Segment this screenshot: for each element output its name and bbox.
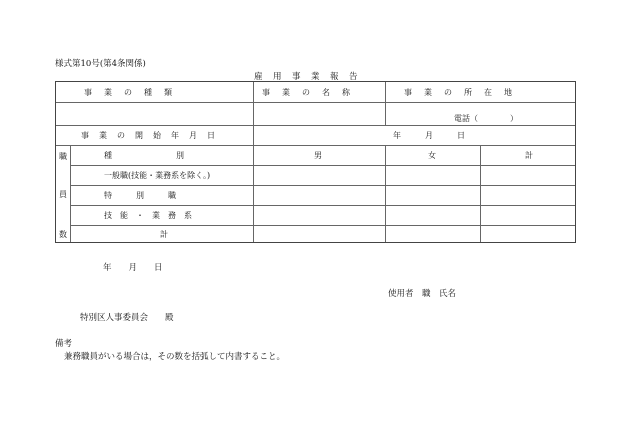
row-general-staff: 一般職(技能・業務系を除く。) xyxy=(104,171,211,180)
row-divider xyxy=(70,185,575,186)
notes-heading: 備考 xyxy=(55,339,73,349)
col-total: 計 xyxy=(525,151,533,160)
staff-label-1: 職 xyxy=(59,152,67,161)
addressee: 特別区人事委員会 殿 xyxy=(80,313,174,323)
employer-label: 使用者 職 氏名 xyxy=(388,289,457,299)
date-line: 年 月 日 xyxy=(103,263,163,273)
staff-label-2: 員 xyxy=(59,190,67,199)
row-special-staff: 特 別 職 xyxy=(104,191,176,200)
row-technical-staff: 技 能 ・ 業 務 系 xyxy=(104,211,192,220)
column-divider xyxy=(385,145,386,242)
row-total: 計 xyxy=(160,230,168,239)
document-title: 雇 用 事 業 報 告 xyxy=(254,72,359,82)
col-male: 男 xyxy=(314,151,322,160)
start-date-label: 事 業 の 開 始 年 月 日 xyxy=(81,131,216,140)
row-divider xyxy=(56,102,575,103)
row-divider xyxy=(56,145,575,146)
col-category: 種 別 xyxy=(104,151,184,160)
phone-label: 電話（ ） xyxy=(454,114,518,123)
col-female: 女 xyxy=(428,151,436,160)
notes-text: 兼務職員がいる場合は，その数を括弧して内書すること。 xyxy=(64,352,286,362)
column-divider xyxy=(480,145,481,242)
header-business-location: 事 業 の 所 在 地 xyxy=(404,88,514,97)
row-divider xyxy=(70,225,575,226)
column-divider xyxy=(385,82,386,125)
column-divider xyxy=(253,145,254,242)
column-divider xyxy=(253,82,254,145)
start-date-value: 年 月 日 xyxy=(393,131,465,140)
row-divider xyxy=(70,205,575,206)
form-number: 様式第10号(第4条関係) xyxy=(55,59,146,69)
row-divider xyxy=(70,165,575,166)
header-business-name: 事 業 の 名 称 xyxy=(262,88,352,97)
header-business-type: 事 業 の 種 類 xyxy=(84,88,174,97)
column-divider xyxy=(70,145,71,242)
report-table xyxy=(55,81,576,243)
row-divider xyxy=(56,125,575,126)
staff-label-3: 数 xyxy=(59,230,67,239)
